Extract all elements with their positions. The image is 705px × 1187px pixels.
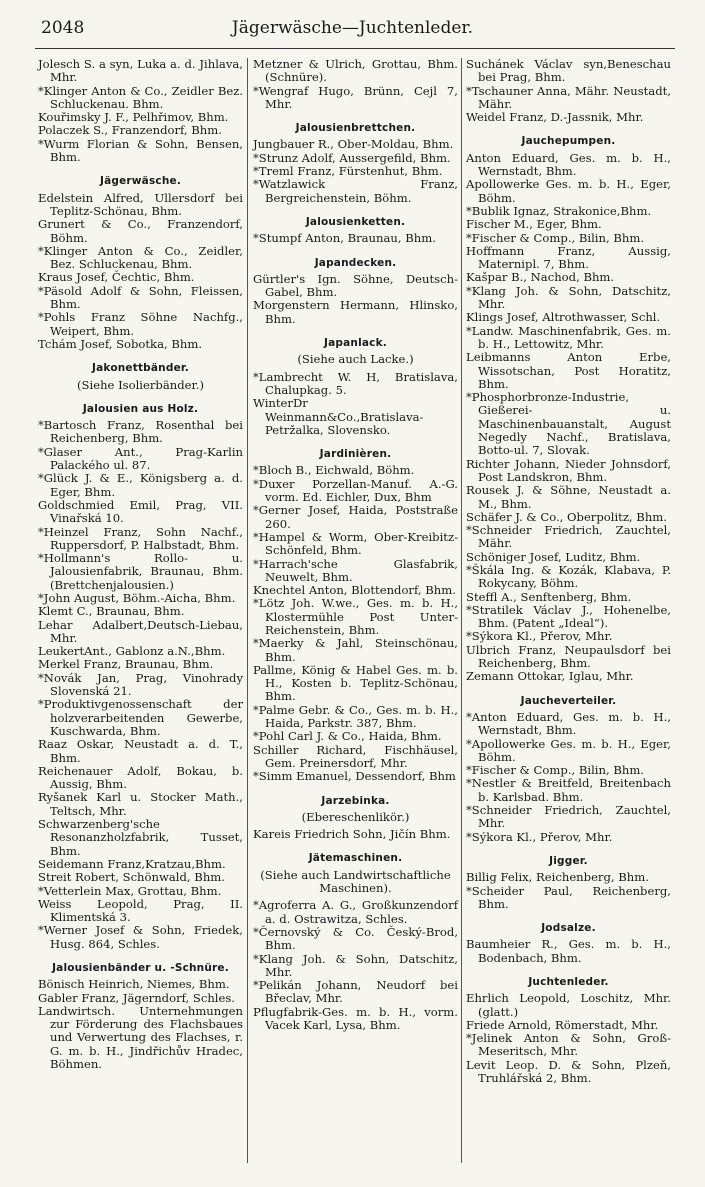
directory-entry: *Bloch B., Eichwald, Böhm. xyxy=(253,463,415,478)
directory-entry: Edelstein Alfred, Ullersdorf bei Teplitz-Schönau, Bhm. xyxy=(38,190,243,218)
directory-entry: WinterDr Weinmann&Co.,Bratislava-Petržalka, Slovensko. xyxy=(253,396,424,437)
see-also-note: (Siehe Isolierbänder.) xyxy=(77,377,204,392)
directory-entry: *Pelikán Johann, Neudorf bei Břeclav, Mhr. xyxy=(253,978,458,1006)
directory-entry: *Landw. Maschinenfabrik, Ges. m. b. H., Lettowitz, Mhr. xyxy=(466,323,671,351)
directory-entry: *Fischer & Comp., Bilin, Bhm. xyxy=(466,230,645,245)
directory-entry: *Novák Jan, Prag, Vinohrady Slovenská 21. xyxy=(38,670,243,699)
directory-entry: *Klinger Anton & Co., Zeidler Bez. Schluckenau. Bhm. xyxy=(38,83,243,111)
directory-entry: Klings Josef, Altrothwasser, Schl. xyxy=(466,310,661,325)
directory-entry: Ulbrich Franz, Neupaulsdorf bei Reichenberg, Bhm. xyxy=(466,642,671,671)
see-also-note: (Siehe auch Landwirtschaftliche Maschinen). xyxy=(260,867,451,896)
directory-entry: Suchánek Václav syn,Beneschau bei Prag, Bhm. xyxy=(466,57,671,85)
section-heading: Japanlack. xyxy=(324,337,387,350)
column-1 xyxy=(38,58,243,1071)
directory-entry: Kareis Friedrich Sohn, Jičín Bhm. xyxy=(253,827,451,842)
directory-entry: Seidemann Franz,Kratzau,Bhm. xyxy=(38,856,226,871)
directory-entry: *Černovský & Co. Český-Brod, Bhm. xyxy=(253,924,458,953)
directory-entry: Friede Arnold, Römerstadt, Mhr. xyxy=(466,1017,659,1032)
directory-entry: *Simm Emanuel, Dessendorf, Bhm xyxy=(253,769,456,784)
directory-entry: *Sýkora Kl., Přerov, Mhr. xyxy=(466,829,613,844)
directory-entry: Pflugfabrik-Ges. m. b. H., vorm. Vacek Karl, Lysa, Bhm. xyxy=(253,1004,458,1032)
directory-entry: *Wengraf Hugo, Brünn, Cejl 7, Mhr. xyxy=(253,83,458,111)
directory-entry: *Bublik Ignaz, Strakonice,Bhm. xyxy=(466,203,652,218)
directory-entry: Tchám Josef, Sobotka, Bhm. xyxy=(38,336,203,351)
directory-entry: Zemann Ottokar, Iglau, Mhr. xyxy=(466,669,634,684)
directory-entry: Pallme, König & Habel Ges. m. b. H., Kosten b. Teplitz-Schönau, Bhm. xyxy=(253,662,458,704)
directory-entry: Baumheier R., Ges. m. b. H., Bodenbach, Bhm. xyxy=(466,937,671,965)
directory-entry: *Lambrecht W. H, Bratislava, Chalupkag. 5. xyxy=(253,369,458,397)
section-heading: Jalousienbänder u. -Schnüre. xyxy=(52,962,229,974)
section-heading: Jalousienketten. xyxy=(305,215,406,228)
directory-entry: *Jelinek Anton & Sohn, Groß-Meseritsch, Mhr. xyxy=(466,1031,671,1059)
section-heading: Jalousien aus Holz. xyxy=(82,402,199,415)
directory-entry: Ehrlich Leopold, Loschitz, Mhr. (glatt.) xyxy=(466,991,671,1019)
column-3 xyxy=(466,58,671,1085)
section-heading: Juchtenleder. xyxy=(528,976,609,988)
directory-entry: *Palme Gebr. & Co., Ges. m. b. H., Haida, Parkstr. 387, Bhm. xyxy=(253,702,458,731)
directory-entry: Weiss Leopold, Prag, II. Klimentská 3. xyxy=(38,896,243,925)
directory-entry: Levit Leop. D. & Sohn, Plzeň, Truhlářská 2, Bhm. xyxy=(466,1057,671,1086)
directory-entry: *Stratilek Václav J., Hohenelbe, Bhm. (Patent „Ideal“). xyxy=(466,602,671,631)
directory-entry: Kraus Josef, Čechtic, Bhm. xyxy=(38,270,195,285)
section-heading: Jakonettbänder. xyxy=(92,362,189,375)
directory-entry: *Produktivgenossenschaft der holzverarbeitenden Gewerbe, Kuschwarda, Bhm. xyxy=(38,697,243,738)
section-heading: Jauchepumpen. xyxy=(521,135,616,148)
directory-entry: Grunert & Co., Franzendorf, Böhm. xyxy=(38,217,243,245)
directory-entry: Apollowerke Ges. m. b. H., Eger, Böhm. xyxy=(466,177,671,205)
section-heading: Jarzebinka. xyxy=(321,794,390,807)
directory-entry: Schwarzenberg'sche Resonanzholzfabrik, Tusset, Bhm. xyxy=(38,817,243,858)
directory-entry: Steffl A., Senftenberg, Bhm. xyxy=(466,589,632,604)
directory-entry: Lehar Adalbert,Deutsch-Liebau, Mhr. xyxy=(38,617,243,645)
directory-entry: *Wurm Florian & Sohn, Bensen, Bhm. xyxy=(38,136,243,165)
directory-entry: Goldschmied Emil, Prag, VII. Vinařská 10. xyxy=(38,497,243,526)
directory-entry: *Duxer Porzellan-Manuf. A.-G. vorm. Ed. Eichler, Dux, Bhm xyxy=(253,476,458,505)
page-number: 2048 xyxy=(41,18,85,38)
directory-entry: Knechtel Anton, Blottendorf, Bhm. xyxy=(253,583,456,598)
directory-entry: *Sýkora Kl., Přerov, Mhr. xyxy=(466,629,613,644)
directory-entry: *Schneider Friedrich, Zauchtel, Mähr. xyxy=(466,523,671,551)
directory-entry: *Glaser Ant., Prag-Karlin Palackého ul. 87. xyxy=(38,444,243,473)
directory-entry: *Glück J. & E., Königsberg a. d. Eger, Bhm. xyxy=(38,471,243,499)
directory-entry: Klemt C., Braunau, Bhm. xyxy=(38,604,185,619)
directory-entry: *Strunz Adolf, Aussergefild, Bhm. xyxy=(253,150,451,165)
directory-entry: Bönisch Heinrich, Niemes, Bhm. xyxy=(38,977,230,992)
directory-entry: Billig Felix, Reichenberg, Bhm. xyxy=(466,870,649,885)
directory-entry: *Pohls Franz Söhne Nachfg., Weipert, Bhm. xyxy=(38,310,243,338)
directory-entry: *Nestler & Breitfeld, Breitenbach b. Karlsbad. Bhm. xyxy=(466,776,671,804)
directory-entry: *Watzlawick Franz, Bergreichenstein, Böhm. xyxy=(253,177,458,205)
directory-entry: Morgenstern Hermann, Hlinsko, Bhm. xyxy=(253,298,458,326)
directory-entry: *Heinzel Franz, Sohn Nachf., Ruppersdorf, P. Halbstadt, Bhm. xyxy=(38,524,243,552)
page-title: Jägerwäsche—Juchtenleder. xyxy=(231,18,474,38)
directory-entry: *Schneider Friedrich, Zauchtel, Mhr. xyxy=(466,803,671,831)
directory-entry: *Hampel & Worm, Ober-Kreibitz-Schönfeld, Bhm. xyxy=(253,529,458,558)
directory-entry: Weidel Franz, D.-Jassnik, Mhr. xyxy=(466,110,644,125)
directory-entry: Jungbauer R., Ober-Moldau, Bhm. xyxy=(253,137,454,152)
directory-entry: *Treml Franz, Fürstenhut, Bhm. xyxy=(253,164,443,179)
directory-entry: *Klinger Anton & Co., Zeidler, Bez. Schluckenau, Bhm. xyxy=(38,243,243,272)
directory-entry: Richter Johann, Nieder Johnsdorf, Post Landskron, Bhm. xyxy=(466,456,671,484)
directory-entry: Hoffmann Franz, Aussig, Maternipl. 7, Bhm. xyxy=(466,243,671,272)
directory-entry: Schöniger Josef, Luditz, Bhm. xyxy=(466,549,641,564)
directory-entry: Gabler Franz, Jägerndorf, Schles. xyxy=(38,990,235,1005)
section-heading: Jägerwäsche. xyxy=(99,175,182,188)
directory-entry: *Pohl Carl J. & Co., Haida, Bhm. xyxy=(253,729,442,744)
directory-entry: *Harrach'sche Glasfabrik, Neuwelt, Bhm. xyxy=(253,556,458,584)
directory-entry: Anton Eduard, Ges. m. b. H., Wernstadt, Bhm. xyxy=(466,150,671,179)
directory-entry: Polaczek S., Franzendorf, Bhm. xyxy=(38,123,222,138)
header-rule xyxy=(35,48,675,49)
directory-entry: *John August, Böhm.-Aicha, Bhm. xyxy=(38,590,236,605)
page-header xyxy=(35,16,670,40)
section-heading: Jigger. xyxy=(549,854,588,867)
directory-entry: *Fischer & Comp., Bilin, Bhm. xyxy=(466,763,645,778)
directory-entry: *Škála Ing. & Kozák, Klabava, P. Rokycany, Böhm. xyxy=(466,562,671,591)
directory-entry: *Hollmann's Rollo- u. Jalousienfabrik, Braunau, Bhm. (Brettchenjalousien.) xyxy=(38,551,243,592)
directory-entry: LeukertAnt., Gablonz a.N.,Bhm. xyxy=(38,644,226,659)
directory-entry: Rousek J. & Söhne, Neustadt a. M., Bhm. xyxy=(466,483,671,511)
directory-entry: *Bartosch Franz, Rosenthal bei Reichenberg, Bhm. xyxy=(38,418,243,446)
directory-entry: *Gerner Josef, Haida, Poststraße 260. xyxy=(253,503,458,531)
directory-entry: Metzner & Ulrich, Grottau, Bhm. (Schnüre). xyxy=(253,57,458,85)
directory-entry: *Vetterlein Max, Grottau, Bhm. xyxy=(38,883,222,898)
section-heading: Jalousienbrettchen. xyxy=(295,122,416,135)
directory-entry: Fischer M., Eger, Bhm. xyxy=(466,217,602,232)
directory-entry: *Päsold Adolf & Sohn, Fleissen, Bhm. xyxy=(38,283,243,312)
directory-entry: *Werner Josef & Sohn, Friedek, Husg. 864, Schles. xyxy=(38,923,243,951)
directory-entry: *Stumpf Anton, Braunau, Bhm. xyxy=(253,231,436,246)
section-heading: Jardinièren. xyxy=(319,448,392,461)
directory-entry: *Klang Joh. & Sohn, Datschitz, Mhr. xyxy=(466,283,671,312)
see-also-note: (Siehe auch Lacke.) xyxy=(297,352,414,367)
directory-entry: Schäfer J. & Co., Oberpolitz, Bhm. xyxy=(466,509,667,524)
directory-entry: *Anton Eduard, Ges. m. b. H., Wernstadt, Bhm. xyxy=(466,709,671,738)
see-also-note: (Ebereschenlikör.) xyxy=(301,809,410,824)
directory-entry: Raaz Oskar, Neustadt a. d. T., Bhm. xyxy=(38,737,243,765)
column-divider-1 xyxy=(247,58,248,1163)
directory-entry: *Agroferra A. G., Großkunzendorf a. d. Ostrawitza, Schles. xyxy=(253,898,458,926)
directory-entry: Landwirtsch. Unternehmungen zur Förderung des Flachsbaues und Verwertung des Flachses, r. G. m. b. H., Jindřichův Hradec, Böhmen. xyxy=(38,1003,243,1072)
directory-entry: *Lötz Joh. W.we., Ges. m. b. H., Klostermühle Post Unter-Reichenstein, Bhm. xyxy=(253,596,458,637)
directory-entry: Schiller Richard, Fischhäusel, Gem. Preinersdorf, Mhr. xyxy=(253,742,458,770)
directory-entry: Merkel Franz, Braunau, Bhm. xyxy=(38,657,214,672)
section-heading: Jodsalze. xyxy=(541,922,596,935)
section-heading: Jaucheverteiler. xyxy=(520,694,617,707)
directory-entry: *Apollowerke Ges. m. b. H., Eger, Böhm. xyxy=(466,736,671,764)
directory-entry: *Scheider Paul, Reichenberg, Bhm. xyxy=(466,883,671,911)
column-2 xyxy=(253,58,458,1032)
directory-entry: Ryšanek Karl u. Stocker Math., Teltsch, Mhr. xyxy=(38,790,243,818)
directory-entry: Gürtler's Ign. Söhne, Deutsch-Gabel, Bhm. xyxy=(253,271,458,300)
section-heading: Jätemaschinen. xyxy=(308,852,403,865)
directory-entry: *Klang Joh. & Sohn, Datschitz, Mhr. xyxy=(253,951,458,979)
directory-entry: Reichenauer Adolf, Bokau, b. Aussig, Bhm. xyxy=(38,763,243,792)
directory-entry: *Tschauner Anna, Mähr. Neustadt, Mähr. xyxy=(466,83,671,111)
column-divider-2 xyxy=(461,58,462,1163)
directory-entry: *Phosphorbronze-Industrie, Gießerei- u. Maschinenbauanstalt, August Negedly Nachf., Bratislava, Botto-ul. 7, Slovak. xyxy=(466,390,671,458)
directory-entry: Kašpar B., Nachod, Bhm. xyxy=(466,270,615,285)
directory-entry: Kouřimsky J. F., Pelhřimov, Bhm. xyxy=(38,110,229,125)
directory-entry: Streit Robert, Schönwald, Bhm. xyxy=(38,870,225,885)
directory-entry: Jolesch S. a syn, Luka a. d. Jihlava, Mhr. xyxy=(38,57,243,85)
directory-entry: Leibmanns Anton Erbe, Wissotschan, Post Horatitz, Bhm. xyxy=(466,350,671,391)
directory-entry: *Maerky & Jahl, Steinschönau, Bhm. xyxy=(253,636,458,664)
section-heading: Japandecken. xyxy=(314,256,397,269)
